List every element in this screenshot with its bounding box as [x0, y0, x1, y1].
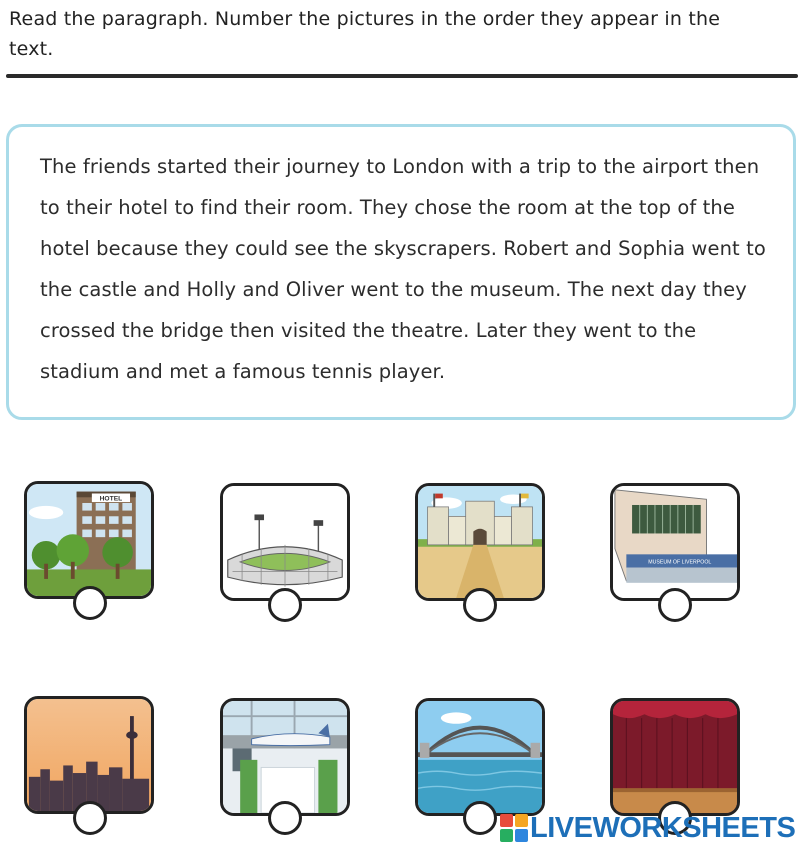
bridge-image — [418, 701, 542, 813]
liveworksheets-logo-icon — [500, 814, 528, 842]
stadium-image — [223, 486, 347, 598]
answer-circle-skyscrapers[interactable] — [73, 801, 107, 835]
picture-theatre — [610, 698, 740, 816]
hotel-image — [27, 484, 151, 596]
hotel-sign: HOTEL — [99, 495, 123, 503]
museum-sign: MUSEUM OF LIVERPOOL — [648, 559, 712, 566]
picture-museum — [610, 483, 740, 601]
answer-circle-hotel[interactable] — [73, 586, 107, 620]
answer-circle-airport[interactable] — [268, 801, 302, 835]
skyscrapers-image — [27, 699, 151, 811]
picture-airport — [220, 698, 350, 816]
liveworksheets-logo — [500, 810, 795, 846]
picture-hotel — [24, 481, 154, 599]
picture-skyscrapers — [24, 696, 154, 814]
paragraph-text: The friends started their journey to London with a trip to the airport then to their hotel to find their room. They chose the room at the top of the hotel because they could see the skyscrapers. Robert and Sophia went to the castle and Holly and Oliver went to the museum. The next day they crossed the bridge then visited the theatre. Later they went to the stadium and met a famous tennis player. — [40, 155, 766, 383]
theatre-image — [613, 701, 737, 813]
answer-circle-stadium[interactable] — [268, 588, 302, 622]
divider-line — [6, 74, 798, 78]
airport-image — [223, 701, 347, 813]
picture-bridge — [415, 698, 545, 816]
picture-stadium — [220, 483, 350, 601]
answer-circle-castle[interactable] — [463, 588, 497, 622]
answer-circle-museum[interactable] — [658, 588, 692, 622]
museum-image — [613, 486, 737, 598]
answer-circle-bridge[interactable] — [463, 801, 497, 835]
picture-castle — [415, 483, 545, 601]
liveworksheets-wordmark: LIVEWORKSHEETS — [530, 811, 796, 844]
castle-image — [418, 486, 542, 598]
instruction-text: Read the paragraph. Number the pictures in the order they appear in the text. — [9, 8, 721, 60]
